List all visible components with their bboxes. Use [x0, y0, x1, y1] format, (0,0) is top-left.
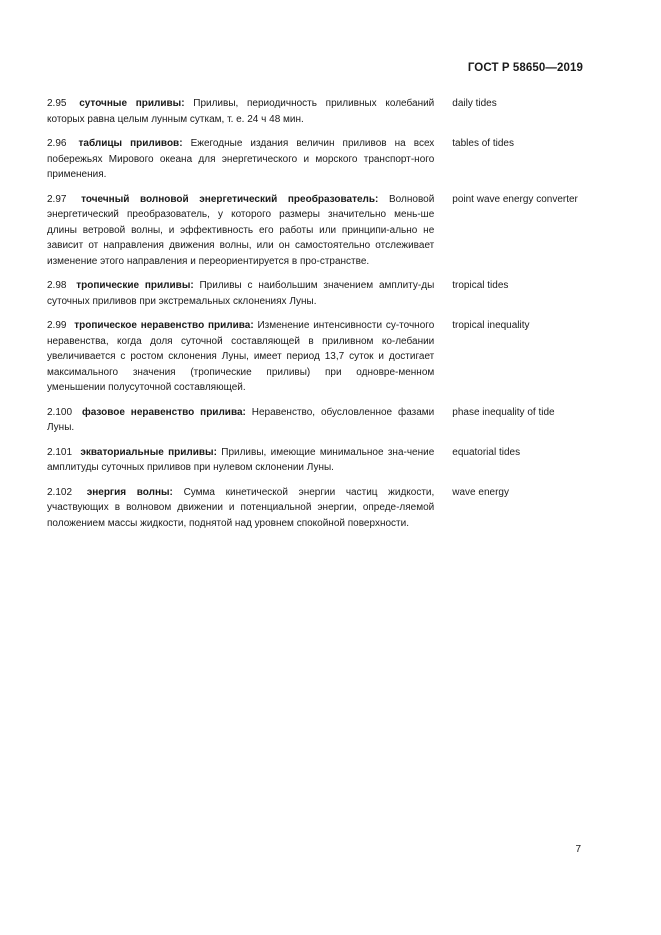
term-definition	[47, 96, 434, 127]
term-definition	[47, 445, 434, 476]
term-entry	[47, 192, 592, 270]
term-english: tropical inequality	[452, 320, 530, 331]
term-english: phase inequality of tide	[452, 406, 555, 418]
term-text: Приливы, периодичность приливных колебаний которых равна целым лунным суткам, т. е. 24 ч 48 мин.	[47, 98, 435, 125]
term-text: Ежегодные издания величин приливов на всех побережьях Мирового океана для энергетического и морского транспорт-ного применения.	[47, 138, 435, 180]
term-definition	[47, 192, 434, 270]
term-entry	[47, 485, 592, 532]
term-number: 2.96	[47, 138, 67, 149]
term-number: 2.102	[47, 486, 73, 498]
term-name: таблицы приливов:	[78, 138, 183, 149]
term-number: 2.98	[47, 280, 67, 291]
term-entry	[47, 136, 592, 183]
term-entry	[47, 405, 592, 436]
page-number: 7	[575, 844, 581, 855]
term-definition	[47, 485, 434, 532]
term-definition	[47, 318, 434, 396]
term-text: Изменение интенсивности су-точного неравенства, когда доля суточной составляющей в приливном ко-лебании увеличивается с ростом склонения Луны, имеет период 13,7 суток и достигает максимального значения (тропические приливы) при одновре-менном уменьшении полусуточной составляющей.	[47, 320, 435, 393]
term-name: тропическое неравенство прилива:	[74, 320, 254, 331]
term-english: point wave energy converter	[452, 193, 578, 205]
term-number: 2.97	[47, 193, 67, 205]
term-english: daily tides	[452, 98, 497, 109]
term-list	[47, 96, 592, 540]
term-text: Приливы с наибольшим значением амплиту-ды суточных приливов при экстремальных склонениях Луны.	[47, 280, 435, 307]
term-number: 2.100	[47, 406, 73, 418]
term-name: фазовое неравенство прилива:	[81, 406, 246, 418]
term-name: экваториальные приливы:	[80, 446, 217, 458]
term-text: Сумма кинетической энергии частиц жидкости, участвующих в волновом движении и потенциальной энергии, опреде-ляемой положением массы жидкости, поднятой над уровнем спокойной поверхности.	[47, 486, 435, 529]
term-text: Волновой энергетический преобразователь, у которого размеры значительно мень-ше длины ветровой волны, и эффективность его работы или принципи-ально не зависит от направления движения волны, или он самостоятельно отслеживает изменение этого направления и переориентируется в про-странстве.	[47, 193, 435, 267]
term-english: equatorial tides	[452, 446, 521, 458]
term-name: энергия волны:	[86, 486, 173, 498]
term-number: 2.99	[47, 320, 67, 331]
term-text: Неравенство, обусловленное фазами Луны.	[47, 406, 435, 433]
term-english: tables of tides	[452, 138, 514, 149]
term-entry	[47, 445, 592, 476]
term-entry	[47, 96, 592, 127]
term-definition	[47, 136, 434, 183]
document-header: ГОСТ Р 58650—2019	[467, 62, 583, 74]
term-number: 2.101	[47, 446, 73, 458]
term-definition	[47, 405, 434, 436]
term-entry	[47, 318, 592, 396]
term-name: точечный волновой энергетический преобразователь:	[81, 193, 379, 205]
term-text: Приливы, имеющие минимальное зна-чение амплитуды суточных приливов при нулевом склонении Луны.	[47, 446, 435, 473]
term-name: суточные приливы:	[79, 98, 185, 109]
term-entry	[47, 278, 592, 309]
term-english: wave energy	[452, 486, 509, 498]
term-number: 2.95	[47, 98, 67, 109]
term-definition	[47, 278, 434, 309]
term-english: tropical tides	[452, 280, 509, 291]
term-name: тропические приливы:	[76, 280, 194, 291]
